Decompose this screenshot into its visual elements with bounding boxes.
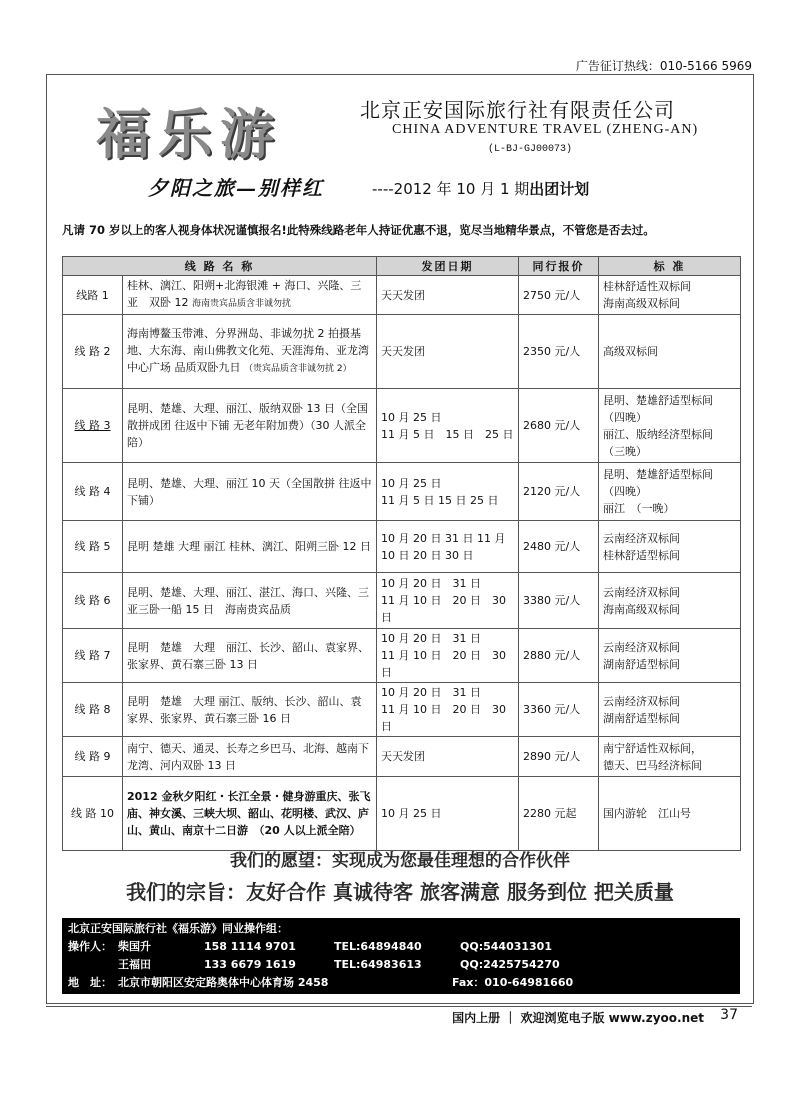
- route-standard-text: 云南经济双标间 湖南舒适型标间: [603, 640, 680, 671]
- route-price: [519, 629, 599, 683]
- logo-text: 福乐游: [96, 102, 282, 166]
- route-price-text: 2350 元/人: [523, 345, 581, 358]
- route-description-text: 昆明 楚雄 大理 丽江、版纳、长沙、韶山、袁家界、张家界、黄石寨三卧 16 日: [127, 694, 362, 725]
- page-number: 37: [720, 1007, 738, 1023]
- address-text: 北京市朝阳区安定路奥体中心体育场 2458: [118, 976, 329, 989]
- route-standard-text: 云南经济双标间 海南高级双标间: [603, 585, 680, 616]
- route-description: [123, 521, 377, 573]
- route-price: [519, 315, 599, 389]
- our-wish: 我们的愿望：实现成为您最佳理想的合作伙伴: [230, 851, 570, 871]
- route-date: [377, 315, 519, 389]
- contact-row-2: [62, 956, 740, 974]
- route-name-text: 线路 1: [76, 288, 109, 302]
- address-label: 地 址：: [68, 976, 112, 989]
- route-description: [123, 315, 377, 389]
- ad-hotline: 广告征订热线：010-5166 5969: [575, 59, 752, 73]
- route-description: [123, 777, 377, 851]
- route-date-text: 10 月 20 日 31 日 11 月 10 日 20 日 30 日: [381, 632, 506, 679]
- route-name-text: 线 路 6: [74, 594, 111, 607]
- route-name: [63, 463, 123, 521]
- operator-tel: TEL:64894840: [334, 940, 422, 953]
- route-price: [519, 463, 599, 521]
- contact-title-row: [62, 920, 740, 938]
- route-name-text: 线 路 2: [74, 345, 111, 358]
- route-description-text: 昆明、楚雄、大理、丽江、版纳双卧 13 日（全国散拼成团 往返中下铺 无老年附加费）（30 人派全陪）: [127, 402, 368, 449]
- route-date-text: 天天发团: [381, 288, 425, 302]
- route-name: [63, 276, 123, 315]
- table-header: [63, 257, 741, 276]
- table-row: [63, 683, 741, 737]
- header-route-name: 线 路 名 称: [63, 257, 377, 276]
- route-standard-text: 南宁舒适性双标间， 德天、巴马经济标间: [603, 741, 702, 772]
- contact-box: [62, 918, 740, 994]
- route-description-note: （贵宾品质含非诚勿扰 2）: [244, 364, 352, 374]
- route-standard: [599, 629, 741, 683]
- route-price-text: 3360 元/人: [523, 703, 581, 716]
- route-description-note: 海南贵宾品质含非诚勿扰: [192, 299, 292, 309]
- route-price: [519, 777, 599, 851]
- operator-tel: TEL:64983613: [334, 958, 422, 971]
- route-standard: [599, 315, 741, 389]
- route-price-text: 3380 元/人: [523, 594, 581, 607]
- header-date: 发团日期: [377, 257, 519, 276]
- route-price: [519, 389, 599, 463]
- route-name-text: 线 路 10: [71, 807, 114, 820]
- table-row: [63, 629, 741, 683]
- route-date: [377, 573, 519, 629]
- route-name: [63, 683, 123, 737]
- routes-table: [62, 256, 741, 851]
- fax-number: Fax：010-64981660: [452, 976, 574, 989]
- route-description-text: 昆明、楚雄、大理、丽江 10 天（全国散拼 往返中下铺）: [127, 476, 372, 507]
- route-description-text: 昆明 楚雄 大理 丽江、长沙、韶山、袁家界、张家界、黄石寨三卧 13 日: [127, 640, 369, 671]
- header-standard: 标 准: [599, 257, 741, 276]
- route-name-text: 线 路 3: [74, 419, 111, 432]
- route-standard: [599, 737, 741, 777]
- route-standard-text: 昆明、楚雄舒适型标间 （四晚） 丽江 （一晚）: [603, 468, 713, 515]
- route-price-text: 2750 元/人: [523, 288, 581, 302]
- route-description: [123, 276, 377, 315]
- route-name-text: 线 路 9: [74, 750, 111, 763]
- route-name: [63, 573, 123, 629]
- table-row: [63, 521, 741, 573]
- footer-rule: [46, 1006, 752, 1007]
- contact-row-1: [62, 938, 740, 956]
- plan-title-bold: 出团计划: [529, 180, 590, 198]
- route-standard-text: 桂林舒适性双标间 海南高级双标间: [603, 280, 691, 310]
- route-price-text: 2680 元/人: [523, 419, 581, 432]
- route-date-text: 10 月 25 日 11 月 5 日 15 日 25 日: [381, 410, 514, 441]
- age-notice: 凡请 70 岁以上的客人视身体状况谨慎报名!此特殊线路老年人持证优惠不退，览尽当地精华景点，不管您是否去过。: [62, 223, 655, 237]
- route-date: [377, 629, 519, 683]
- route-date: [377, 683, 519, 737]
- table-row: [63, 315, 741, 389]
- route-name: [63, 389, 123, 463]
- operator-phone: 158 1114 9701: [204, 940, 296, 953]
- route-date: [377, 463, 519, 521]
- our-tenet: 我们的宗旨：友好合作 真诚待客 旅客满意 服务到位 把关质量: [126, 880, 674, 904]
- route-price: [519, 737, 599, 777]
- route-description: [123, 683, 377, 737]
- route-date: [377, 389, 519, 463]
- route-date-text: 天天发团: [381, 345, 425, 358]
- header-price: 同行报价: [519, 257, 599, 276]
- route-date: [377, 737, 519, 777]
- route-description-text: 海南博鳌玉带滩、分界洲岛、非诚勿扰 2 拍摄基地、大东海、南山佛教文化苑、天涯海角、亚龙湾中心广场 品质双卧九日: [127, 327, 369, 374]
- route-name-text: 线 路 5: [74, 540, 111, 553]
- operator-phone: 133 6679 1619: [204, 958, 296, 971]
- route-description: [123, 463, 377, 521]
- route-price-text: 2280 元起: [523, 807, 577, 820]
- route-price-text: 2480 元/人: [523, 540, 581, 553]
- route-standard-text: 云南经济双标间 湖南舒适型标间: [603, 694, 680, 725]
- table-row: [63, 276, 741, 315]
- operator-name: 王福田: [118, 958, 151, 971]
- company-name-cn: 北京正安国际旅行社有限责任公司: [360, 98, 675, 122]
- route-description-text: 南宁、德天、通灵、长寿之乡巴马、北海、越南下龙湾、河内双卧 13 日: [127, 741, 369, 772]
- operator-qq: QQ:544031301: [460, 940, 552, 953]
- route-date: [377, 276, 519, 315]
- route-standard: [599, 573, 741, 629]
- contact-row-3: [62, 974, 740, 992]
- route-description: [123, 737, 377, 777]
- route-name: [63, 777, 123, 851]
- route-name-text: 线 路 4: [74, 485, 111, 498]
- route-description-text: 昆明、楚雄、大理、丽江、湛江、海口、兴隆、三亚三卧一船 15 日 海南贵宾品质: [127, 585, 369, 616]
- route-name-text: 线 路 8: [74, 703, 111, 716]
- route-name: [63, 629, 123, 683]
- route-standard-text: 高级双标间: [603, 345, 658, 358]
- route-description-text: 2012 金秋夕阳红・长江全景・健身游重庆、张飞庙、神女溪、三峡大坝、韶山、花明楼、武汉、庐山、黄山、南京十二日游 （20 人以上派全陪）: [127, 790, 371, 837]
- table-row: [63, 573, 741, 629]
- route-price: [519, 521, 599, 573]
- brand-logo: [96, 88, 342, 166]
- plan-title: [372, 178, 589, 199]
- operator-label: 操作人：: [68, 940, 112, 953]
- route-name: [63, 737, 123, 777]
- route-date-text: 10 月 25 日 11 月 5 日 15 日 25 日: [381, 476, 499, 507]
- company-name-en: CHINA ADVENTURE TRAVEL (ZHENG-AN): [392, 122, 699, 137]
- route-price: [519, 573, 599, 629]
- route-date-text: 10 月 20 日 31 日 11 月 10 日 20 日 30 日: [381, 531, 506, 562]
- route-price-text: 2890 元/人: [523, 750, 581, 763]
- route-price: [519, 683, 599, 737]
- route-price-text: 2120 元/人: [523, 485, 581, 498]
- route-standard: [599, 777, 741, 851]
- route-date-text: 10 月 20 日 31 日 11 月 10 日 20 日 30 日: [381, 686, 506, 733]
- route-standard: [599, 521, 741, 573]
- operator-qq: QQ:2425754270: [460, 958, 560, 971]
- route-date: [377, 521, 519, 573]
- table-row: [63, 737, 741, 777]
- table-row: [63, 389, 741, 463]
- route-standard-text: 昆明、楚雄舒适型标间 （四晚） 丽江、版纳经济型标间 （三晚）: [603, 393, 713, 458]
- route-standard: [599, 683, 741, 737]
- footer-text: 国内上册 ｜ 欢迎浏览电子版 www.zyoo.net: [452, 1011, 704, 1025]
- route-date: [377, 777, 519, 851]
- route-description: [123, 573, 377, 629]
- table-row: [63, 463, 741, 521]
- route-standard: [599, 389, 741, 463]
- route-price-text: 2880 元/人: [523, 649, 581, 662]
- contact-title: 北京正安国际旅行社《福乐游》同业操作组：: [68, 922, 288, 935]
- license-number: (L-BJ-GJ00073): [488, 144, 573, 155]
- route-date-text: 10 月 20 日 31 日 11 月 10 日 20 日 30 日: [381, 577, 506, 624]
- route-name: [63, 521, 123, 573]
- route-date-text: 天天发团: [381, 750, 425, 763]
- route-standard-text: 云南经济双标间 桂林舒适型标间: [603, 531, 680, 562]
- operator-name: 柴国升: [118, 940, 151, 953]
- route-standard-text: 国内游轮 江山号: [603, 807, 691, 820]
- plan-title-prefix: ----2012 年 10 月 1 期: [372, 180, 530, 198]
- route-name-text: 线 路 7: [74, 649, 111, 662]
- route-description-text: 桂林、漓江、阳朔+北海银滩 + 海口、兴隆、三亚 双卧 12: [127, 279, 362, 309]
- route-date-text: 10 月 25 日: [381, 807, 442, 820]
- route-description: [123, 389, 377, 463]
- route-description: [123, 629, 377, 683]
- route-standard: [599, 276, 741, 315]
- table-row: [63, 777, 741, 851]
- route-standard: [599, 463, 741, 521]
- route-description-text: 昆明 楚雄 大理 丽江 桂林、漓江、阳朔三卧 12 日: [127, 540, 371, 553]
- route-price: [519, 276, 599, 315]
- route-name: [63, 315, 123, 389]
- trip-slogan: 夕阳之旅—别样红: [148, 176, 324, 200]
